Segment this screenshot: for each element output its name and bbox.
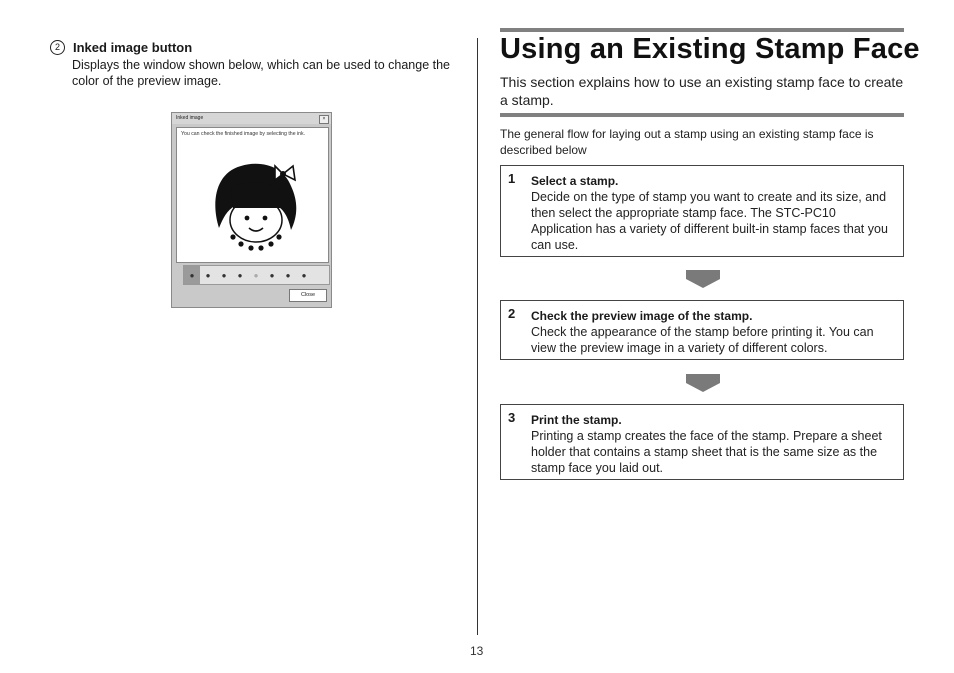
ink-drop-icon[interactable]: ●	[253, 270, 259, 280]
step-number: 2	[508, 306, 516, 321]
step-title: Print the stamp.	[531, 413, 622, 427]
ink-drop-icon[interactable]: ●	[285, 270, 291, 280]
item-description: Displays the window shown below, which can be used to change the color of the preview image.	[72, 58, 451, 88]
ink-drop-icon[interactable]: ●	[237, 270, 243, 280]
flow-step-2	[500, 300, 904, 360]
step-number: 3	[508, 410, 516, 425]
window-title: Inked image	[172, 113, 331, 124]
step-title: Check the preview image of the stamp.	[531, 309, 753, 323]
window-close-icon: ×	[319, 115, 329, 124]
flow-arrow-icon	[686, 374, 720, 392]
preview-area	[176, 127, 329, 263]
step-body: Check the appearance of the stamp before printing it. You can view the preview image in a variety of different colors.	[531, 325, 874, 355]
ink-drop-icon[interactable]: ●	[184, 266, 200, 284]
section-intro: This section explains how to use an existing stamp face to create a stamp.	[500, 74, 904, 108]
item-title: Inked image button	[73, 40, 193, 55]
column-divider	[477, 38, 478, 635]
ink-drop-icon[interactable]: ●	[221, 270, 227, 280]
flow-intro: The general flow for laying out a stamp using an existing stamp face is described below	[500, 127, 874, 157]
step-body: Decide on the type of stamp you want to create and its size, and then select the appropriate stamp face. The STC-PC10 Application has a variety of different built-in stamp faces that you can use.	[531, 190, 888, 252]
flow-arrow-icon	[686, 270, 720, 288]
title-rule-top	[500, 28, 904, 32]
item-number: 2	[50, 40, 65, 55]
inked-image-window-screenshot	[171, 112, 332, 308]
flow-step-3	[500, 404, 904, 480]
section-title: Using an Existing Stamp Face	[500, 33, 920, 65]
close-button[interactable]: Close	[289, 289, 327, 302]
ink-drop-icon[interactable]: ●	[269, 270, 275, 280]
step-number: 1	[508, 171, 516, 186]
step-title: Select a stamp.	[531, 174, 619, 188]
window-prompt: You can check the finished image by selecting the ink.	[181, 131, 306, 137]
girl-face-stamp-image	[211, 158, 301, 253]
step-body: Printing a stamp creates the face of the stamp. Prepare a sheet holder that contains a stamp sheet that is the same size as the stamp face you laid out.	[531, 429, 882, 475]
title-rule-bottom	[500, 113, 904, 117]
ink-drop-icon[interactable]: ●	[205, 270, 211, 280]
item-heading	[50, 40, 192, 55]
page-number: 13	[470, 644, 484, 658]
ink-selector	[183, 265, 330, 285]
ink-drop-icon[interactable]: ●	[301, 270, 307, 280]
flow-step-1	[500, 165, 904, 257]
